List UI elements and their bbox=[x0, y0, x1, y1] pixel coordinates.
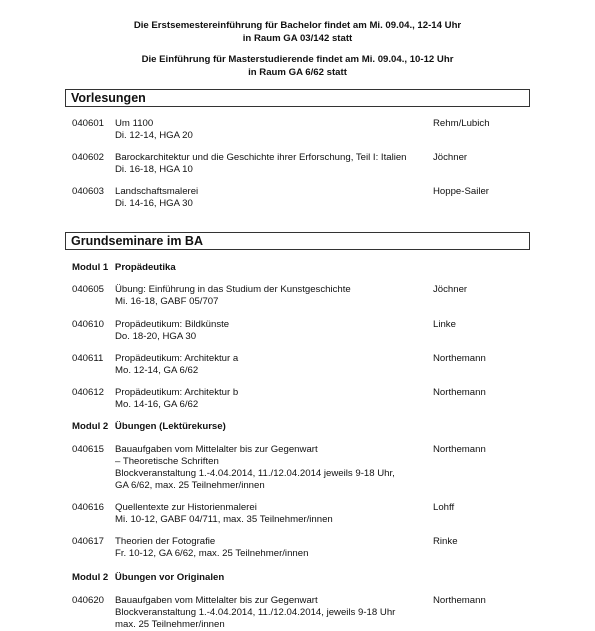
course-line: Mi. 10-12, GABF 04/711, max. 35 Teilnehmer/innen bbox=[115, 514, 333, 526]
course-details bbox=[115, 502, 425, 526]
course-number: 040605 bbox=[72, 284, 105, 295]
course-number: 040602 bbox=[72, 152, 105, 163]
course-line: Theorien der Fotografie bbox=[115, 536, 216, 547]
course-number: 040603 bbox=[72, 186, 105, 197]
course-lecturer: Northemann bbox=[433, 595, 486, 606]
course-details bbox=[115, 595, 425, 631]
module-title: Übungen vor Originalen bbox=[114, 572, 225, 583]
course-lecturer: Rinke bbox=[433, 536, 458, 547]
course-line: Fr. 10-12, GA 6/62, max. 25 Teilnehmer/innen bbox=[115, 548, 309, 560]
module-title: Propädeutika bbox=[114, 262, 176, 273]
course-line: Do. 18-20, HGA 30 bbox=[115, 331, 197, 343]
module-label: Modul 2 bbox=[72, 421, 109, 432]
course-line: Übung: Einführung in das Studium der Kunstgeschichte bbox=[115, 284, 351, 295]
course-details bbox=[115, 284, 425, 308]
course-line: – Theoretische Schriften bbox=[115, 456, 219, 468]
notice-line: Die Erstsemestereinführung für Bachelor findet am Mi. 09.04., 12-14 Uhr bbox=[133, 20, 462, 31]
course-lecturer: Lohff bbox=[433, 502, 455, 513]
course-lecturer: Rehm/Lubich bbox=[433, 118, 490, 129]
notice-bachelor bbox=[0, 20, 595, 45]
module-heading bbox=[72, 421, 226, 433]
course-line: Um 1100 bbox=[115, 118, 154, 129]
course-lecturer: Northemann bbox=[433, 353, 486, 364]
notice-master bbox=[0, 54, 595, 79]
course-line: Mo. 14-16, GA 6/62 bbox=[115, 399, 199, 411]
module-label: Modul 1 bbox=[72, 262, 109, 273]
course-line: Blockveranstaltung 1.-4.04.2014, 11./12.04.2014 jeweils 9-18 Uhr, bbox=[115, 468, 395, 480]
course-line: Landschaftsmalerei bbox=[115, 186, 199, 197]
course-lecturer: Northemann bbox=[433, 387, 486, 398]
section-title: Vorlesungen bbox=[71, 91, 146, 105]
course-line: Propädeutikum: Bildkünste bbox=[115, 319, 230, 330]
section-title: Grundseminare im BA bbox=[71, 234, 203, 248]
course-line: Di. 12-14, HGA 20 bbox=[115, 130, 193, 142]
course-details bbox=[115, 536, 425, 560]
course-number: 040617 bbox=[72, 536, 105, 547]
course-details bbox=[115, 444, 425, 492]
module-title: Übungen (Lektürekurse) bbox=[114, 421, 226, 432]
notice-line: Die Einführung für Masterstudierende findet am Mi. 09.04., 10-12 Uhr bbox=[141, 54, 454, 65]
course-details bbox=[115, 152, 425, 176]
course-number: 040612 bbox=[72, 387, 105, 398]
course-details bbox=[115, 319, 425, 343]
course-lecturer: Linke bbox=[433, 319, 456, 330]
course-details bbox=[115, 387, 425, 411]
section-header-vorlesungen bbox=[65, 89, 530, 107]
module-heading bbox=[72, 262, 176, 274]
course-line: Mo. 12-14, GA 6/62 bbox=[115, 365, 199, 377]
course-number: 040601 bbox=[72, 118, 105, 129]
course-line: Mi. 16-18, GABF 05/707 bbox=[115, 296, 219, 308]
course-line: Bauaufgaben vom Mittelalter bis zur Gegenwart bbox=[115, 444, 318, 455]
course-line: Barockarchitektur und die Geschichte ihrer Erforschung, Teil I: Italien bbox=[115, 152, 407, 163]
notice-line: in Raum GA 6/62 statt bbox=[248, 66, 347, 78]
course-number: 040610 bbox=[72, 319, 105, 330]
course-line: Di. 16-18, HGA 10 bbox=[115, 164, 193, 176]
course-line: max. 25 Teilnehmer/innen bbox=[115, 619, 225, 631]
course-line: Blockveranstaltung 1.-4.04.2014, 11./12.04.2014, jeweils 9-18 Uhr bbox=[115, 607, 396, 619]
course-details bbox=[115, 353, 425, 377]
course-line: Quellentexte zur Historienmalerei bbox=[115, 502, 257, 513]
module-label: Modul 2 bbox=[72, 572, 109, 583]
course-details bbox=[115, 186, 425, 210]
course-line: Propädeutikum: Architektur b bbox=[115, 387, 239, 398]
course-lecturer: Hoppe-Sailer bbox=[433, 186, 489, 197]
course-line: GA 6/62, max. 25 Teilnehmer/innen bbox=[115, 480, 265, 492]
course-lecturer: Northemann bbox=[433, 444, 486, 455]
course-line: Di. 14-16, HGA 30 bbox=[115, 198, 193, 210]
course-number: 040620 bbox=[72, 595, 105, 606]
course-number: 040611 bbox=[72, 353, 104, 364]
course-line: Bauaufgaben vom Mittelalter bis zur Gegenwart bbox=[115, 595, 318, 606]
course-number: 040616 bbox=[72, 502, 105, 513]
course-number: 040615 bbox=[72, 444, 105, 455]
section-header-grundseminare bbox=[65, 232, 530, 250]
course-lecturer: Jöchner bbox=[433, 284, 468, 295]
course-line: Propädeutikum: Architektur a bbox=[115, 353, 239, 364]
notice-line: in Raum GA 03/142 statt bbox=[242, 32, 353, 44]
course-details bbox=[115, 118, 425, 142]
module-heading bbox=[72, 572, 224, 584]
course-lecturer: Jöchner bbox=[433, 152, 468, 163]
